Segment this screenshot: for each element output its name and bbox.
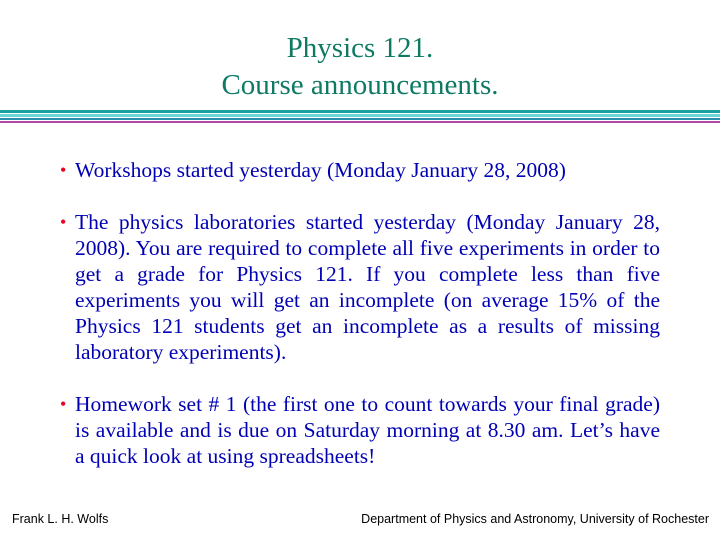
announcement-item [60, 157, 660, 183]
divider-stripe [0, 118, 720, 120]
bullet-icon: • [60, 394, 67, 414]
announcement-item [60, 209, 660, 365]
announcement-text: Homework set # 1 (the first one to count towards your final grade) is available and is due on Saturday morning at 8.30 am. Let’s have a quick look at using spreadsheets! [75, 392, 660, 468]
footer-author: Frank L. H. Wolfs [12, 512, 109, 526]
announcement-text: Workshops started yesterday (Monday January 28, 2008) [75, 158, 566, 182]
title-line-2: Course announcements. [221, 69, 499, 101]
slide-title [0, 30, 720, 104]
divider-stripe [0, 110, 720, 113]
title-line-1: Physics 121. [286, 32, 434, 64]
bullet-icon: • [60, 212, 67, 232]
divider-stripe [0, 121, 720, 123]
divider-stripe [0, 114, 720, 117]
announcement-text: The physics laboratories started yesterday (Monday January 28, 2008). You are required to complete all five experiments in order to get a grade for Physics 121. If you complete less than five experiments you will get an incomplete (on average 15% of the Physics 121 students get an incomplete as a results of missing laboratory experiments). [75, 210, 660, 364]
announcement-list [60, 157, 660, 469]
footer-department: Department of Physics and Astronomy, University of Rochester [361, 512, 709, 526]
title-divider [0, 110, 720, 130]
bullet-icon: • [60, 160, 67, 180]
announcement-item [60, 391, 660, 469]
